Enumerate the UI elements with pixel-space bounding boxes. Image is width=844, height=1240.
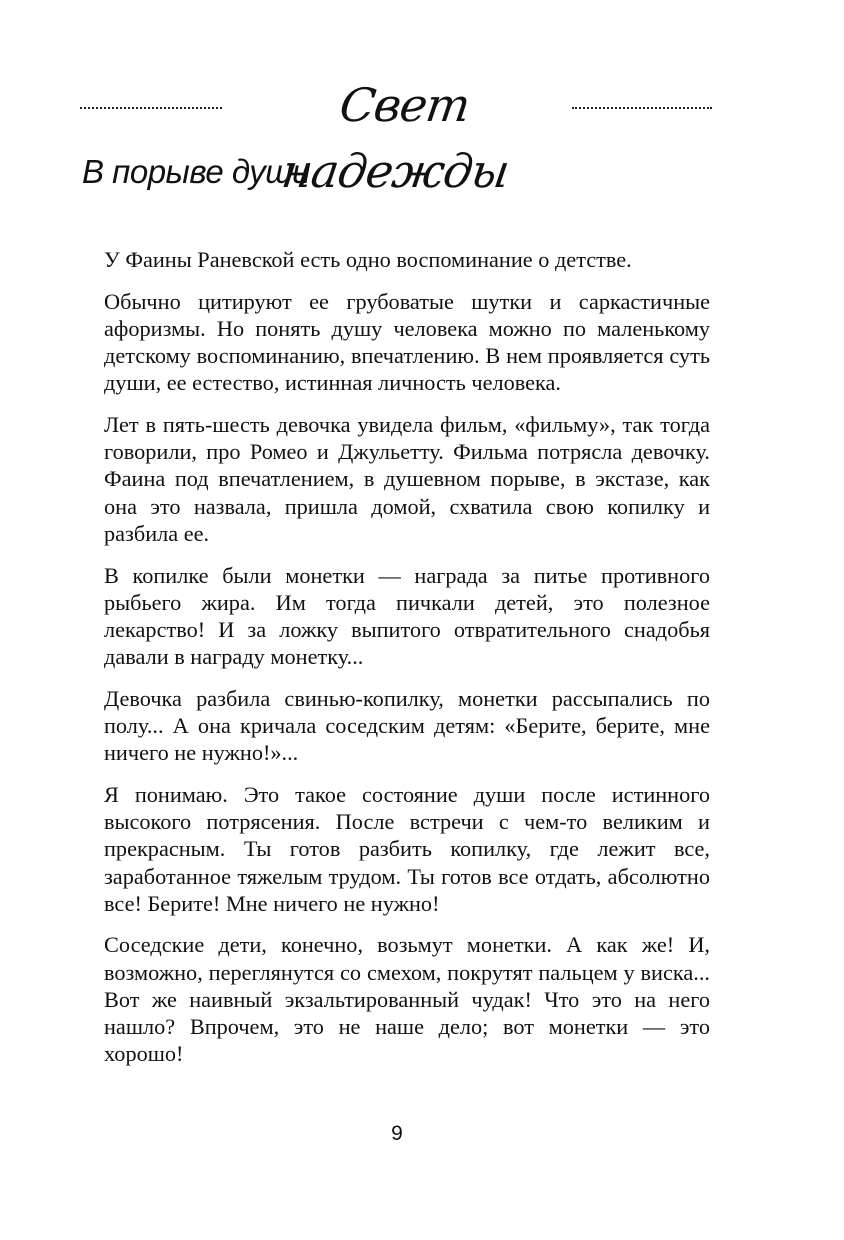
header-dotted-rule-right — [572, 107, 712, 109]
section-title: В порыве души — [82, 153, 310, 190]
paragraph: Лет в пять-шесть девочка увидела фильм, «фильму», так тогда говорили, про Ромео и Джульетту. Фильма потрясла девочку. Фаина под впечатлением, в душевном порыве, в экстазе, как она это назвала, пришла домой, схватила свою копилку и разбила ее. — [104, 412, 710, 546]
paragraph: Девочка разбила свинью-копилку, монетки рассыпались по полу... А она кричала соседским детям: «Берите, берите, мне ничего не нужно!»... — [104, 685, 710, 766]
paragraph: В копилке были монетки — награда за питье противного рыбьего жира. Им тогда пичкали детей, это полезное лекарство! И за ложку выпитого отвратительного снадобья давали в награду монетку... — [104, 562, 710, 670]
paragraph: У Фаины Раневской есть одно воспоминание о детстве. — [104, 247, 632, 272]
page-number: 9 — [391, 1122, 403, 1145]
paragraph: Обычно цитируют ее грубоватые шутки и саркастичные афоризмы. Но понять душу человека можно по маленькому детскому воспоминанию, впечатлению. В нем проявляется суть души, ее естество, истинная личность человека. — [104, 288, 710, 396]
body-text — [104, 246, 710, 1082]
paragraph: Я понимаю. Это такое состояние души после истинного высокого потрясения. После встречи с чем-то великим и прекрасным. Ты готов разбить копилку, где лежит все, заработанное тяжелым трудом. Ты готов все отдать, абсолютно все! Берите! Мне ничего не нужно! — [104, 781, 710, 916]
header-dotted-rule-left — [80, 107, 222, 109]
running-title: Свет надежды — [278, 78, 513, 198]
paragraph: Соседские дети, конечно, возьмут монетки. А как же! И, возможно, переглянутся со смехом, покрутят пальцем у виска... Вот же наивный экзальтированный чудак! Что это на него нашло? Впрочем, это не наше дело; вот монетки — это хорошо! — [104, 932, 710, 1067]
